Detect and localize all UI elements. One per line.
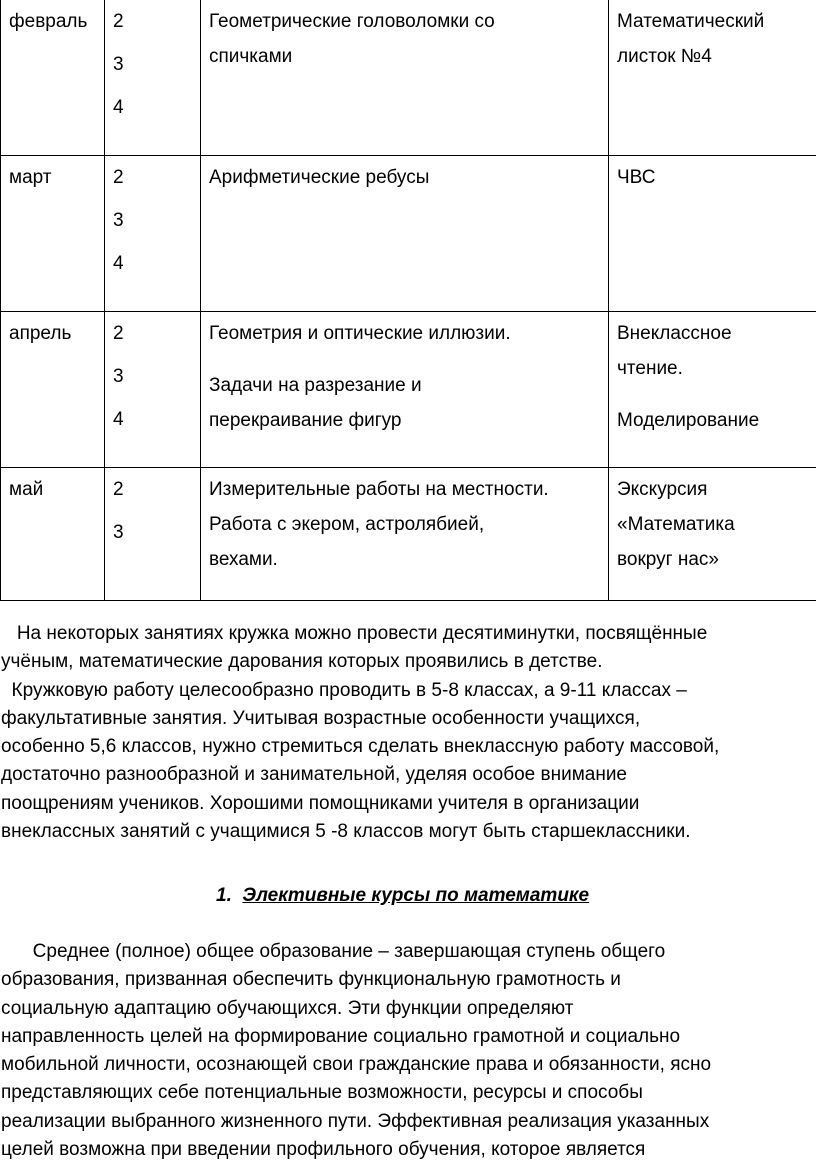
text-line: поощрениям учеников. Хорошими помощниками учителя в организации <box>1 792 640 814</box>
month-cell: март <box>1 155 105 311</box>
text-line: целей возможна при введении профильного обучения, которое является <box>1 1139 646 1161</box>
week-number: 2 <box>113 322 124 344</box>
text-line: На некоторых занятиях кружка можно провести десятиминутки, посвящённые <box>1 623 708 644</box>
topic-line: вехами. <box>209 548 278 570</box>
section-heading <box>216 882 589 910</box>
week-number: 3 <box>113 54 124 75</box>
section-title: Элективные курсы по математике <box>242 885 590 906</box>
text-line: факультативные занятия. Учитывая возрастные особенности учащихся, <box>1 707 641 729</box>
form-cell <box>609 311 816 467</box>
topic-line: перекраивание фигур <box>209 409 402 431</box>
topic-line: Задачи на разрезание и <box>209 374 422 396</box>
topic-line: Измерительные работы на местности. <box>209 478 549 500</box>
text-line: учёным, математические дарования которых проявились в детстве. <box>1 651 603 673</box>
week-number: 2 <box>113 166 124 188</box>
form-line: Внеклассное <box>617 322 732 344</box>
text-line: направленность целей на формирование социально грамотной и социально <box>1 1025 681 1047</box>
text-line: Среднее (полное) общее образование – завершающая ступень общего <box>1 941 666 962</box>
text-line: реализации выбранного жизненного пути. Эффективная реализация указанных <box>1 1110 710 1132</box>
table-row <box>1 311 816 467</box>
form-line: «Математика <box>617 513 735 535</box>
week-number: 3 <box>113 365 124 387</box>
topic-cell <box>201 311 609 467</box>
topic-cell <box>201 467 609 600</box>
form-cell <box>609 467 816 600</box>
text-line: мобильной личности, осознающей свои гражданские права и обязанности, ясно <box>1 1054 712 1076</box>
topic-cell <box>201 155 609 311</box>
section-number: 1. <box>216 885 232 906</box>
month-cell: февраль <box>1 0 105 155</box>
table-row <box>1 155 816 311</box>
form-line: Математический <box>617 11 765 32</box>
week-number: 2 <box>113 478 124 500</box>
week-number: 4 <box>113 97 124 118</box>
form-line: Моделирование <box>617 409 760 431</box>
topic-line: Арифметические ребусы <box>209 166 430 188</box>
topic-line: спичками <box>209 46 293 67</box>
form-line: ЧВС <box>617 166 656 188</box>
table-row <box>1 467 816 600</box>
topic-cell <box>201 0 609 155</box>
table-row <box>1 0 816 155</box>
form-line: Экскурсия <box>617 478 708 500</box>
form-line: чтение. <box>617 357 683 379</box>
week-number: 2 <box>113 11 124 32</box>
text-line: особенно 5,6 классов, нужно стремиться сделать внеклассную работу массовой, <box>1 736 720 758</box>
weeks-cell <box>105 155 201 311</box>
week-number: 4 <box>113 408 124 430</box>
paragraph-secondary-education <box>1 938 816 1164</box>
month-cell: май <box>1 467 105 600</box>
text-line: представляющих себе потенциальные возможности, ресурсы и способы <box>1 1082 643 1104</box>
weeks-cell <box>105 0 201 155</box>
paragraph-circle-work <box>1 620 816 846</box>
month-cell: апрель <box>1 311 105 467</box>
text-line: образования, призванная обеспечить функциональную грамотность и <box>1 969 621 991</box>
week-number: 3 <box>113 209 124 231</box>
week-number: 4 <box>113 252 124 274</box>
form-line: листок №4 <box>617 46 712 67</box>
text-line: Кружковую работу целесообразно проводить в 5-8 классах, а 9-11 классах – <box>1 679 687 701</box>
topic-line: Работа с экером, астролябией, <box>209 513 485 535</box>
weeks-cell <box>105 311 201 467</box>
weeks-cell <box>105 467 201 600</box>
form-cell <box>609 0 816 155</box>
topic-line: Геометрия и оптические иллюзии. <box>209 322 511 344</box>
week-number: 3 <box>113 521 124 543</box>
topic-line: Геометрические головоломки со <box>209 11 495 32</box>
text-line: достаточно разнообразной и занимательной, уделяя особое внимание <box>1 764 627 786</box>
form-cell <box>609 155 816 311</box>
text-line: социальную адаптацию обучающихся. Эти функции определяют <box>1 997 574 1019</box>
form-line: вокруг нас» <box>617 548 719 570</box>
text-line: внеклассных занятий с учащимися 5 -8 классов могут быть старшеклассники. <box>1 821 691 843</box>
